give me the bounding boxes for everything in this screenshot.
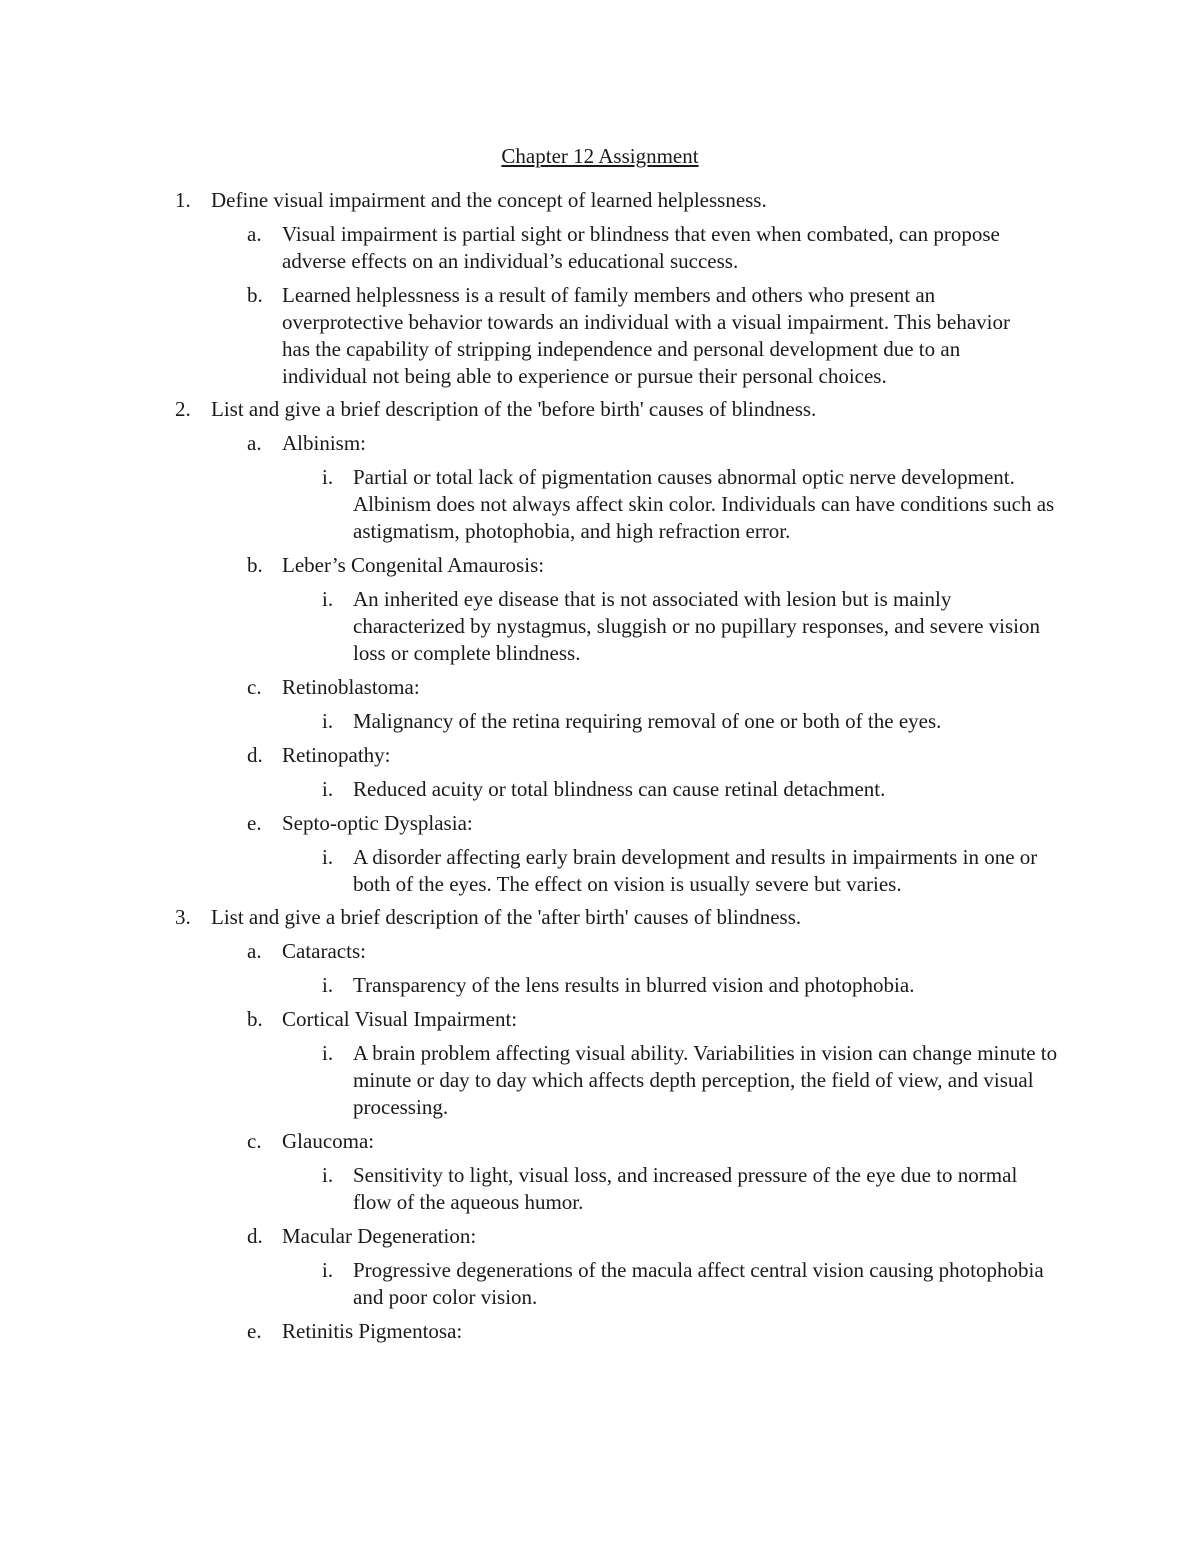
answer-item-text: Retinoblastoma:: [282, 675, 420, 699]
detail-item-text: Sensitivity to light, visual loss, and increased pressure of the eye due to normal flow of the aqueous humor.: [353, 1163, 1018, 1214]
answer-item-marker: b.: [247, 283, 263, 307]
detail-item-text: A disorder affecting early brain development and results in impairments in one or both of the eyes. The effect on vision is usually severe but varies.: [353, 845, 1038, 896]
question-item: [0, 396, 1200, 423]
answer-item: [0, 810, 1042, 837]
detail-item: [0, 972, 1058, 999]
answer-item: [0, 1006, 1042, 1033]
detail-item-marker: i.: [322, 1258, 334, 1282]
detail-item-marker: i.: [322, 1041, 334, 1065]
answer-item-text: Visual impairment is partial sight or blindness that even when combated, can propose adverse effects on an individual’s educational success.: [282, 222, 1000, 273]
detail-item: [0, 1040, 1058, 1121]
detail-item-text: A brain problem affecting visual ability. Variabilities in vision can change minute to minute or day to day which affects depth perception, the field of view, and visual processing.: [353, 1041, 1058, 1119]
answer-item: [0, 430, 1042, 457]
answer-item-text: Cortical Visual Impairment:: [282, 1007, 518, 1031]
detail-item-text: Malignancy of the retina requiring removal of one or both of the eyes.: [353, 709, 942, 733]
answer-item: [0, 221, 1042, 275]
detail-item-marker: i.: [322, 1163, 334, 1187]
detail-item-marker: i.: [322, 973, 334, 997]
detail-item-text: Partial or total lack of pigmentation causes abnormal optic nerve development. Albinism does not always affect skin color. Individuals can have conditions such as astigmatism, photophobia, and high refraction error.: [353, 465, 1055, 543]
answer-item-marker: e.: [247, 811, 262, 835]
answer-item-marker: c.: [247, 675, 262, 699]
detail-item: [0, 776, 1058, 803]
detail-item: [0, 708, 1058, 735]
detail-item: [0, 586, 1058, 667]
answer-item: [0, 282, 1042, 390]
question-item-text: List and give a brief description of the 'after birth' causes of blindness.: [211, 905, 802, 929]
answer-item-marker: d.: [247, 743, 263, 767]
answer-item-text: Glaucoma:: [282, 1129, 375, 1153]
answer-item: [0, 1318, 1042, 1345]
answer-item-marker: e.: [247, 1319, 262, 1343]
answer-item-text: Septo-optic Dysplasia:: [282, 811, 473, 835]
answer-item-text: Macular Degeneration:: [282, 1224, 477, 1248]
answer-item: [0, 552, 1042, 579]
question-item-text: List and give a brief description of the 'before birth' causes of blindness.: [211, 397, 817, 421]
answer-item-marker: a.: [247, 222, 262, 246]
answer-item: [0, 1128, 1042, 1155]
detail-item: [0, 1162, 1058, 1216]
detail-item: [0, 464, 1058, 545]
answer-item-marker: d.: [247, 1224, 263, 1248]
answer-item-text: Cataracts:: [282, 939, 366, 963]
question-item-marker: 1.: [175, 188, 191, 212]
answer-item-marker: b.: [247, 553, 263, 577]
question-item: [0, 187, 1200, 214]
answer-item-text: Leber’s Congenital Amaurosis:: [282, 553, 545, 577]
answer-item: [0, 674, 1042, 701]
answer-item-text: Albinism:: [282, 431, 367, 455]
answer-item-marker: a.: [247, 939, 262, 963]
detail-item-text: An inherited eye disease that is not associated with lesion but is mainly characterized by nystagmus, sluggish or no pupillary responses, and severe vision loss or complete blindness.: [353, 587, 1041, 665]
detail-item-text: Transparency of the lens results in blurred vision and photophobia.: [353, 973, 915, 997]
question-item-text: Define visual impairment and the concept of learned helplessness.: [211, 188, 767, 212]
answer-item-marker: b.: [247, 1007, 263, 1031]
answer-item-marker: a.: [247, 431, 262, 455]
answer-item: [0, 1223, 1042, 1250]
answer-item: [0, 742, 1042, 769]
question-item: [0, 904, 1200, 931]
detail-item-text: Progressive degenerations of the macula affect central vision causing photophobia and poor color vision.: [353, 1258, 1044, 1309]
question-item-marker: 3.: [175, 905, 191, 929]
document-title: Chapter 12 Assignment: [501, 144, 699, 168]
detail-item-marker: i.: [322, 465, 334, 489]
answer-item-text: Learned helplessness is a result of family members and others who present an overprotective behavior towards an individual with a visual impairment. This behavior has the capability of stripping independence and personal development due to an individual not being able to experience or pursue their personal choices.: [282, 283, 1011, 388]
question-item-marker: 2.: [175, 397, 191, 421]
detail-item-marker: i.: [322, 587, 334, 611]
assignment-question-list: [0, 187, 1200, 1345]
detail-item-text: Reduced acuity or total blindness can cause retinal detachment.: [353, 777, 886, 801]
detail-item-marker: i.: [322, 709, 334, 733]
answer-item-text: Retinopathy:: [282, 743, 391, 767]
detail-item-marker: i.: [322, 845, 334, 869]
answer-item-text: Retinitis Pigmentosa:: [282, 1319, 463, 1343]
detail-item: [0, 1257, 1058, 1311]
detail-item: [0, 844, 1058, 898]
answer-item: [0, 938, 1042, 965]
answer-item-marker: c.: [247, 1129, 262, 1153]
detail-item-marker: i.: [322, 777, 334, 801]
